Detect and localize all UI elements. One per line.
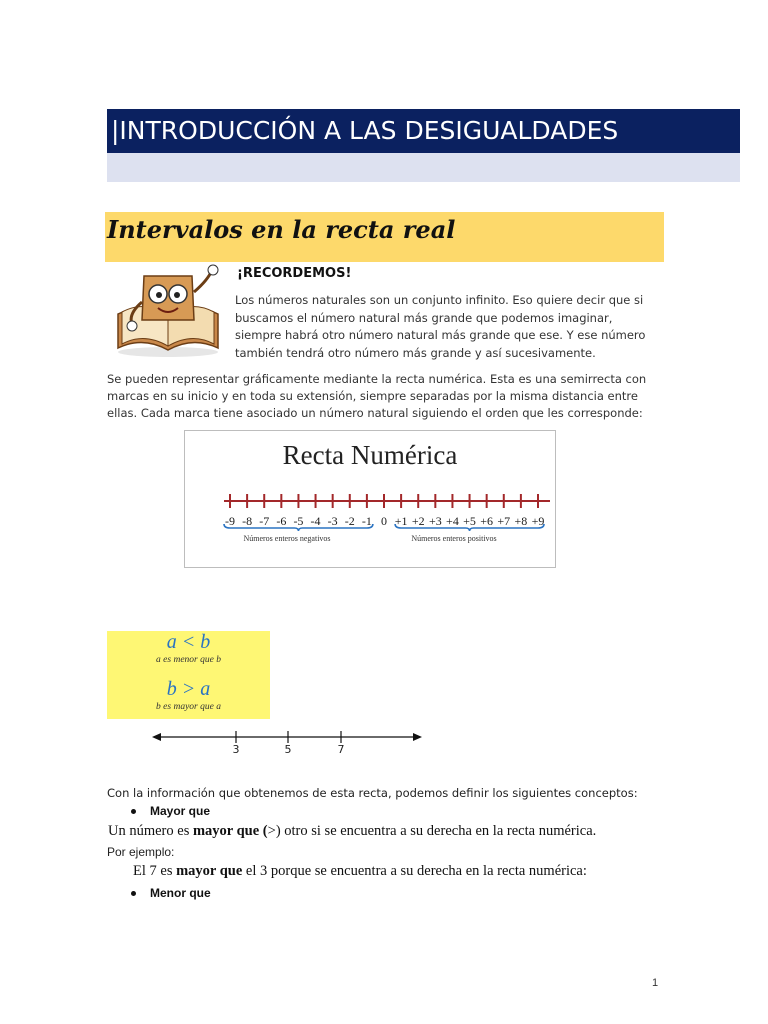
number-line-label: -6	[276, 514, 287, 528]
tick-label-7: 7	[337, 743, 345, 756]
number-line-label: -5	[293, 514, 304, 528]
a-less-than-b-caption: a es menor que b	[156, 655, 221, 665]
example-label: Por ejemplo:	[107, 845, 175, 859]
number-line-paragraph: Se pueden representar gráficamente mediante la recta numérica. Esta es una semirrecta con marcas en su inicio y en toda su extensión, siempre separadas por la misma distancia entre ellas. Cada marca tiene asociado un número natural siguiendo el orden que les corresponde:	[107, 372, 647, 420]
example-post: el 3 porque se encuentra a su derecha en la recta numérica:	[242, 863, 587, 879]
tick-label-3: 3	[232, 743, 240, 756]
definition-post: ) otro si se encuentra a su derecha en la recta numérica.	[275, 823, 597, 839]
number-line-label: +1	[394, 514, 408, 528]
number-line-label: -3	[327, 514, 338, 528]
definition-pre: Un número es	[108, 823, 193, 839]
tick-label-5: 5	[284, 743, 292, 756]
number-line-label: +4	[446, 514, 459, 528]
bullet-menor-que	[131, 886, 211, 900]
number-line-title: Recta Numérica	[282, 440, 458, 470]
book-mascot-illustration	[108, 262, 228, 358]
number-line-label: +2	[411, 514, 425, 528]
number-line-label: -7	[259, 514, 270, 528]
number-line-label: 0	[381, 514, 387, 528]
right-arrow-icon	[413, 733, 422, 741]
number-line-label: +9	[531, 514, 545, 528]
number-line-label: +8	[514, 514, 528, 528]
number-line-label: -1	[361, 514, 372, 528]
number-line-label: -2	[344, 514, 355, 528]
number-line-label: -4	[310, 514, 321, 528]
positive-numbers-caption: Números enteros positivos	[411, 534, 497, 543]
b-greater-than-a-caption: b es mayor que a	[156, 702, 221, 712]
b-greater-than-a: b > a	[166, 678, 211, 700]
left-arrow-icon	[152, 733, 161, 741]
example-sentence	[133, 863, 587, 880]
title-subbar	[107, 153, 740, 182]
number-line-label: +6	[480, 514, 494, 528]
simple-number-line	[150, 726, 425, 756]
negative-numbers-caption: Números enteros negativos	[243, 534, 331, 543]
number-line-label: +3	[428, 514, 442, 528]
page-number: 1	[652, 977, 659, 989]
concepts-intro: Con la información que obtenemos de esta recta, podemos definir los siguientes conceptos:	[107, 786, 638, 800]
section-heading: Intervalos en la recta real	[105, 212, 664, 262]
number-line-label: -9	[225, 514, 235, 528]
bullet-dot-icon	[131, 809, 136, 814]
definition-bold: mayor que (	[192, 823, 268, 839]
a-less-than-b: a < b	[166, 631, 211, 653]
example-bold: mayor que	[176, 863, 243, 879]
number-line-label: +7	[497, 514, 511, 528]
comparison-box	[107, 631, 270, 719]
number-line-diagram	[184, 430, 556, 568]
bullet-mayor-que	[131, 804, 210, 818]
bullet-mayor-que-label: Mayor que	[150, 804, 211, 818]
remember-paragraph: Los números naturales son un conjunto infinito. Eso quiere decir que si buscamos el número natural más grande que podemos imaginar, siempre habrá otro número natural más grande que ese. Y ese número también tendrá otro número más grande y así sucesivamente.	[235, 293, 646, 360]
example-pre: El 7 es	[133, 863, 177, 879]
definition-symbol: >	[267, 823, 276, 839]
mayor-que-definition	[108, 823, 596, 840]
document-title: |INTRODUCCIÓN A LAS DESIGUALDADES	[107, 109, 740, 153]
number-line-label: +5	[463, 514, 476, 528]
number-line-label: -8	[242, 514, 253, 528]
bullet-menor-que-label: Menor que	[150, 886, 211, 900]
remember-heading: ¡RECORDEMOS!	[237, 266, 352, 281]
bullet-dot-icon	[131, 891, 136, 896]
